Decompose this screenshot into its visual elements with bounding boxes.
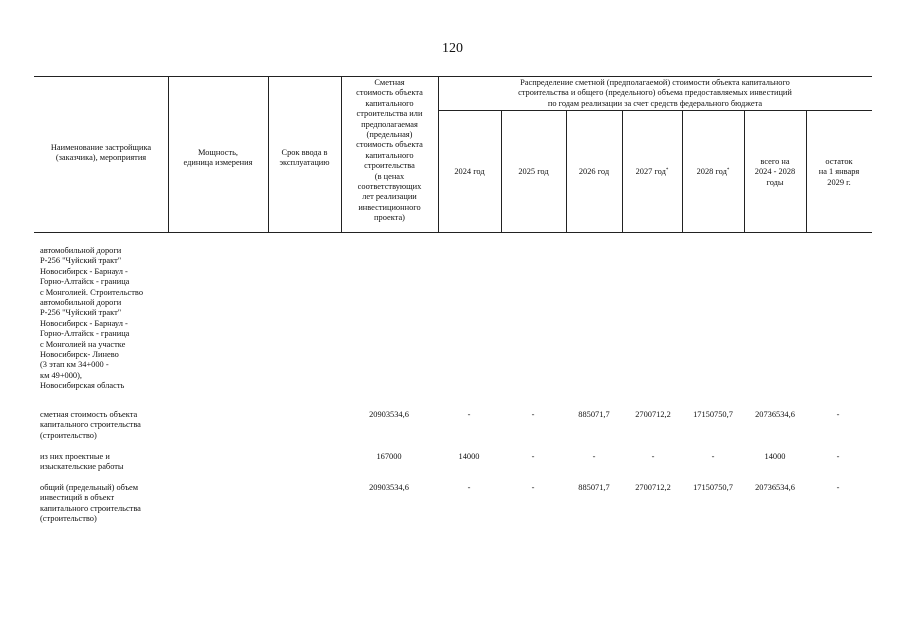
page-number: 120 — [442, 41, 463, 56]
cell-remainder: - — [836, 483, 840, 492]
header-year-2025: 2025 год — [518, 167, 549, 176]
cell-2027: 2700712,2 — [635, 410, 671, 419]
cell-2026: - — [592, 452, 596, 461]
header-year-2028: 2028 год* — [696, 167, 730, 176]
cell-2028: 17150750,7 — [693, 483, 733, 492]
header-total: всего на 2024 - 2028 годы — [754, 157, 796, 187]
table-row-label: сметная стоимость объекта капитального строительства (строительство) — [40, 410, 141, 440]
table-row-label: из них проектные и изыскательские работы — [40, 452, 124, 472]
object-description: автомобильной дороги Р-256 "Чуйский тракт" Новосибирск - Барнаул - Горно-Алтайск - граница с Монголией. Строительство автомобильной дороги Р-256 "Чуйский тракт" Новосибирск - Барнаул - Горно-Алтайск - граница с Монголией на участке Новосибирск- Линево (3 этап км 34+000 - км 49+000), Новосибирская область — [40, 246, 144, 391]
cell-2026: 885071,7 — [578, 483, 610, 492]
cell-total: 20736534,6 — [755, 483, 795, 492]
cell-2027: - — [651, 452, 655, 461]
cell-total: 14000 — [764, 452, 786, 461]
cell-2028: 17150750,7 — [693, 410, 733, 419]
cell-cost: 20903534,6 — [369, 483, 409, 492]
header-distribution: Распределение сметной (предполагаемой) стоимости объекта капитального строительства и общего (предельного) объема предоставляемых инвестиций по годам реализации за счет средств федерального бюджета — [518, 78, 792, 108]
header-remainder: остаток на 1 января 2029 г. — [818, 157, 860, 187]
cell-2024: - — [467, 410, 471, 419]
header-year-2024: 2024 год — [454, 167, 485, 176]
cell-2028: - — [711, 452, 715, 461]
header-name: Наименование застройщика (заказчика), мероприятия — [50, 143, 152, 163]
cell-cost: 20903534,6 — [369, 410, 409, 419]
cell-2025: - — [531, 452, 535, 461]
cell-2025: - — [531, 483, 535, 492]
header-year-2027: 2027 год* — [635, 167, 669, 176]
footnote-mark: * — [726, 168, 730, 173]
header-bottom-border — [34, 232, 872, 233]
cell-2025: - — [531, 410, 535, 419]
header-capacity: Мощность, единица измерения — [183, 148, 253, 168]
header-year-2026: 2026 год — [578, 167, 610, 176]
cell-total: 20736534,6 — [755, 410, 795, 419]
cell-2027: 2700712,2 — [635, 483, 671, 492]
cell-2024: 14000 — [458, 452, 480, 461]
header-cost: Сметная стоимость объекта капитального строительства или предполагаемая (предельная) стоимость объекта капитального строительства (в ценах соответствующих лет реализации инвестиционного проекта) — [356, 78, 423, 223]
cell-remainder: - — [836, 410, 840, 419]
table-row-label: общий (предельный) объем инвестиций в объект капитального строительства (строительство) — [40, 483, 141, 524]
footnote-mark: * — [665, 168, 669, 173]
header-term: Срок ввода в эксплуатацию — [279, 148, 330, 168]
cell-2026: 885071,7 — [578, 410, 610, 419]
cell-cost: 167000 — [376, 452, 402, 461]
cell-remainder: - — [836, 452, 840, 461]
cell-2024: - — [467, 483, 471, 492]
table-top-border — [34, 76, 872, 77]
